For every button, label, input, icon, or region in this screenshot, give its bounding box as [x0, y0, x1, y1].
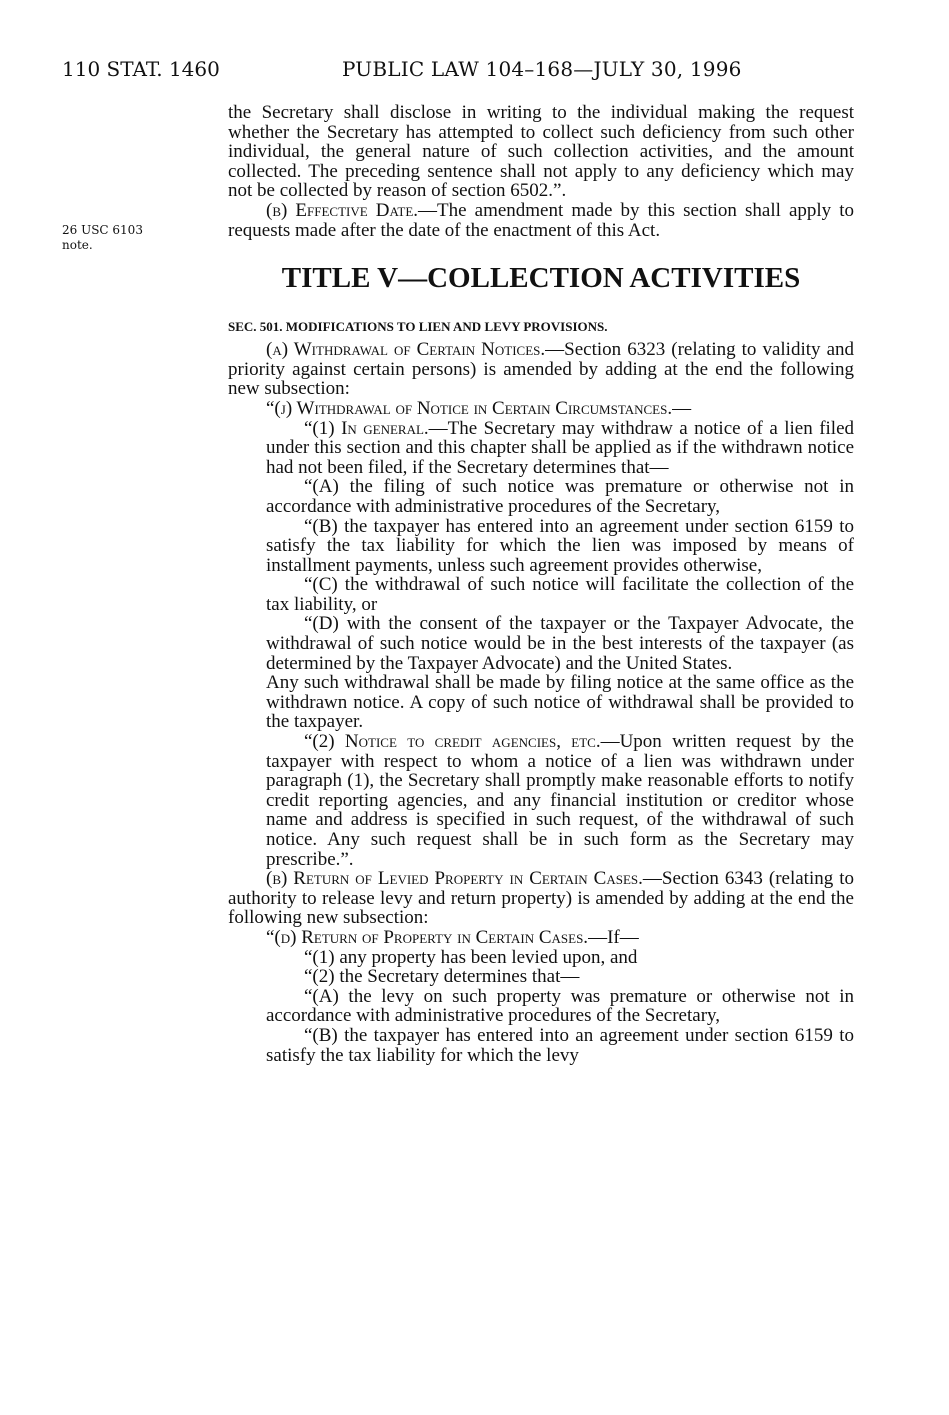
section-heading: SEC. 501. MODIFICATIONS TO LIEN AND LEVY PROVISIONS. — [228, 319, 608, 335]
paragraph-d-2: “(2) the Secretary determines that— — [304, 966, 580, 988]
margin-note-label: note. — [62, 238, 93, 252]
text-j-1: —The Secretary may withdraw a notice of a lien filed under this section and this chapter shall be applied as if the withdrawn notice had not been filed, if the Secretary determines that— — [266, 417, 855, 478]
margin-note — [62, 223, 192, 253]
paragraph-j-1-D: “(D) with the consent of the taxpayer or the Taxpayer Advocate, the withdrawal of such notice would be in the best interests of the taxpayer (as determined by the Taxpayer Advocate) and the United States. — [266, 613, 854, 674]
heading-effective-date: (b) Effective Date. — [266, 199, 419, 221]
paragraph-j-1 — [266, 419, 854, 478]
paragraph-subsection-d — [228, 928, 854, 948]
paragraph-j-1-B: “(B) the taxpayer has entered into an agreement under section 6159 to satisfy the tax liability for which the lien was imposed by means of installment payments, unless such agreement provides otherwise, — [266, 515, 854, 576]
paragraph-d-1: “(1) any property has been levied upon, and — [304, 946, 638, 968]
title-heading: TITLE V—COLLECTION ACTIVITIES — [281, 262, 801, 295]
heading-return-property: “(d) Return of Property in Certain Cases. — [266, 926, 589, 948]
page-header — [62, 55, 862, 85]
text-effective-date: —The amendment made by this section shall apply to requests made after the date of the enactment of this Act. — [228, 199, 854, 241]
paragraph-subsection-a — [228, 340, 854, 399]
heading-in-general: In general. — [341, 417, 429, 439]
text-j-2: —Upon written request by the taxpayer with respect to whom a notice of a lien was withdrawn under paragraph (1), the Secretary shall promptly make reasonable efforts to notify credit reporting agencies, and any financial institution or creditor whose name and address is specified in such request, of the withdrawal of such notice. Any such request shall be in such form as the Secretary may prescribe.”. — [266, 731, 854, 870]
paragraph-d-2-B: “(B) the taxpayer has entered into an agreement under section 6159 to satisfy the tax liability for which the levy — [266, 1024, 854, 1066]
paragraph-j-2 — [266, 732, 854, 869]
text-subsection-d: —If— — [588, 926, 639, 948]
paragraph-j-1-A: “(A) the filing of such notice was premature or otherwise not in accordance with administrative procedures of the Secretary, — [266, 476, 854, 517]
document-body — [228, 103, 854, 1065]
paragraph-subsection-j — [228, 399, 854, 419]
paragraph-any-withdrawal: Any such withdrawal shall be made by filing notice at the same office as the withdrawn notice. A copy of such notice of withdrawal shall be provided to the taxpayer. — [266, 672, 854, 733]
heading-withdrawal-notices: (a) Withdrawal of Certain Notices. — [266, 339, 546, 361]
paragraph-continuation: the Secretary shall disclose in writing to the individual making the request whether the Secretary has attempted to collect such deficiency from such other individual, the general nature of such collection activities, and the amount collected. The preceding sentence shall not apply to any deficiency which may not be collected by reason of section 6502.”. — [228, 102, 854, 202]
text-subsection-a: —Section 6323 (relating to validity and priority against certain persons) is amended by adding at the end the following new subsection: — [228, 339, 854, 400]
paragraph-subsection-b-return — [228, 869, 854, 928]
text-subsection-b-return: —Section 6343 (relating to authority to release levy and return property) is amended by adding at the end the following new subsection: — [228, 868, 854, 929]
statute-page-number: 110 STAT. 1460 — [62, 57, 220, 81]
heading-credit-agencies: Notice to credit agencies, etc. — [344, 731, 601, 753]
paragraph-d-2-A: “(A) the levy on such property was premature or otherwise not in accordance with administrative procedures of the Secretary, — [266, 985, 854, 1027]
prefix-j-2: “(2) — [304, 731, 345, 753]
paragraph-effective-date — [228, 201, 854, 240]
paragraph-j-1-C: “(C) the withdrawal of such notice will facilitate the collection of the tax liability, or — [266, 574, 854, 615]
heading-subsection-j: “(j) Withdrawal of Notice in Certain Circumstances. — [266, 397, 673, 419]
text-subsection-j: — — [672, 397, 692, 419]
heading-return-levied-property: (b) Return of Levied Property in Certain Cases. — [266, 868, 643, 890]
law-title-date: PUBLIC LAW 104–168—JULY 30, 1996 — [342, 57, 742, 81]
prefix-j-1: “(1) — [304, 417, 342, 439]
margin-note-citation: 26 USC 6103 — [62, 223, 143, 237]
